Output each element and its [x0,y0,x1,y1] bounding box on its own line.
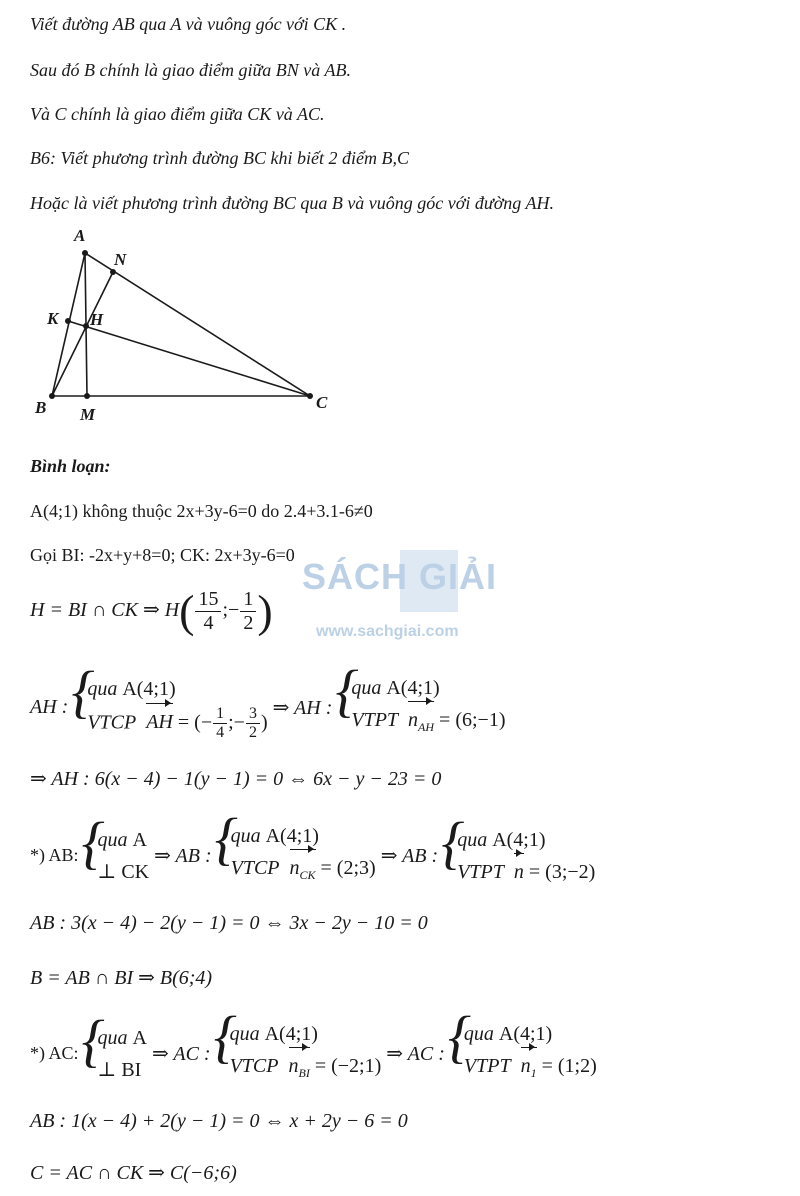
n-ah-letter: n [408,709,419,731]
h-intersection: H = BI ∩ CK ⇒ H( $\frac{15}{4}$ ;− $\frac{1}{2}$ ) [30,585,273,637]
triangle-figure [30,225,340,425]
n-ck-vector [290,852,316,891]
ac2-point: A(4;1) [264,1023,318,1045]
point-m [84,393,90,399]
ah-vector: AH [146,706,173,738]
ac-implies-1: ⇒ AC : [151,1043,211,1065]
point-h [83,323,89,329]
ah2-point: A(4;1) [386,677,440,699]
n-ck-letter: n [289,857,300,879]
n-bi-sub: BI [298,1066,310,1080]
ac3-vtpt: VTPT [463,1055,511,1077]
ah-equation: ⇒ AH : 6(x − 4) − 1(y − 1) = 0 ⇔ 6x − y − 23 = 0 [30,768,442,790]
ah-qua: qua [87,677,118,700]
section-title: Bình loạn: [30,456,111,476]
ah-f2-num: 3 [246,705,260,724]
h-x-den: 4 [203,612,214,634]
ah-vec-sep: ;− [228,711,245,734]
point-n [110,269,116,275]
n-ab-vector: n [514,856,524,888]
watermark-url: www.sachgiai.com [316,623,459,640]
ab-implies-2: ⇒ AB : [380,845,439,867]
label-b: B [35,398,47,417]
n1-val: = (1;2) [541,1055,597,1077]
intro-line-3: Và C chính là giao điểm giữa CK và AC. [30,104,325,124]
ah-vec-close: ) [260,711,268,734]
n-ah-val: = (6;−1) [439,709,506,731]
watermark-title: SÁCH GIẢI [302,556,498,597]
ah2-qua: qua [351,677,382,699]
ah-label: AH : [30,696,69,718]
ac3-point: A(4;1) [498,1023,553,1045]
point-a [82,250,88,256]
ah-f1-den: 4 [216,724,225,741]
ab3-qua: qua [457,828,488,851]
label-h: H [90,310,104,329]
altitude-ck [68,321,310,396]
n-bi-val: = (−2;1) [314,1055,382,1077]
ah-brace-2 [337,672,505,743]
b-intersection: B = AB ∩ BI ⇒ B(6;4) [30,967,213,989]
ac-qua: qua [97,1026,128,1049]
ab2-vtcp: VTCP [230,857,280,879]
ac-perp-bi: ⊥ BI [97,1058,142,1081]
ac-brace-2 [216,1018,382,1089]
n-ck-val: = (2;3) [320,857,376,879]
ah-f2-den: 2 [248,724,257,741]
n1-vector [521,1050,537,1089]
ab-brace-2 [217,820,376,891]
n-ab-val: = (3;−2) [528,860,596,883]
n-bi-letter: n [288,1055,299,1077]
altitude-bn [52,272,113,396]
ac-brace-3 [450,1018,597,1089]
label-c: C [316,393,328,412]
ab2-point: A(4;1) [265,825,319,847]
point-k [65,318,71,324]
ab-brace-1 [84,824,150,888]
ah-f1-num: 1 [213,705,227,724]
n1-sub: 1 [530,1066,537,1080]
ab3-vtpt: VTPT [457,860,504,883]
point-c [307,393,313,399]
ab-equation: AB : 3(x − 4) − 2(y − 1) = 0 ⇔ 3x − 2y − 10 = 0 [30,912,428,934]
ah-vec-eq: = (− [177,711,213,734]
ab-system [30,820,595,891]
h-y-den: 2 [243,612,254,634]
ab2-qua: qua [230,825,261,847]
ab-prefix: *) AB: [30,845,79,865]
ac-equation: AB : 1(x − 4) + 2(y − 1) = 0 ⇔ x + 2y − 6 = 0 [30,1110,408,1132]
watermark [300,548,510,648]
h-prefix: H = BI ∩ CK ⇒ H [30,599,180,622]
n-ah-vector [408,704,434,743]
intro-line-4: B6: Viết phương trình đường BC khi biết 2 điểm B,C [30,148,409,168]
ac-prefix: *) AC: [30,1043,79,1063]
ab-qua: qua [97,828,128,851]
ab3-point: A(4;1) [492,828,546,851]
ac2-qua: qua [229,1023,260,1045]
ac-qua-a: A [132,1026,147,1049]
point-b [49,393,55,399]
intro-line-5: Hoặc là viết phương trình đường BC qua B và vuông góc với đường AH. [30,193,554,213]
label-m: M [80,405,96,424]
claim-a-not-on-line: A(4;1) không thuộc 2x+3y-6=0 do 2.4+3.1-6≠0 [30,501,373,521]
ab-implies-1: ⇒ AB : [154,845,212,867]
n1-letter: n [520,1055,531,1077]
intro-line-2: Sau đó B chính là giao điểm giữa BN và AB. [30,60,351,80]
label-n: N [114,250,127,269]
ab-brace-3 [443,824,595,888]
label-a: A [74,226,86,245]
claim-bi-ck: Gọi BI: -2x+y+8=0; CK: 2x+3y-6=0 [30,545,295,565]
h-y-num: 1 [240,588,256,612]
ab-qua-a: A [132,828,147,851]
n-ck-sub: CK [299,868,316,882]
label-k: K [47,309,59,328]
c-intersection: C = AC ∩ CK ⇒ C(−6;6) [30,1162,237,1184]
n-bi-vector [289,1050,310,1089]
ac3-qua: qua [463,1023,494,1045]
ac-brace-1 [84,1022,147,1086]
ah-vtcp: VTCP [87,711,137,734]
ah-brace-1 [73,673,267,743]
ah-implies: ⇒ AH : [272,697,333,719]
ac-system [30,1018,597,1089]
ah-system [30,672,505,743]
ah2-vtpt: VTPT [351,709,399,731]
ac2-vtcp: VTCP [229,1055,279,1077]
h-x-num: 15 [195,588,221,612]
intro-line-1: Viết đường AB qua A và vuông góc với CK . [30,14,347,34]
ab-perp-ck: ⊥ CK [97,860,150,883]
ac-implies-2: ⇒ AC : [386,1043,445,1065]
side-ac [85,253,310,396]
h-sep: ;− [222,599,240,622]
ah-point: A(4;1) [122,677,176,700]
n-ah-sub: AH [418,720,435,734]
